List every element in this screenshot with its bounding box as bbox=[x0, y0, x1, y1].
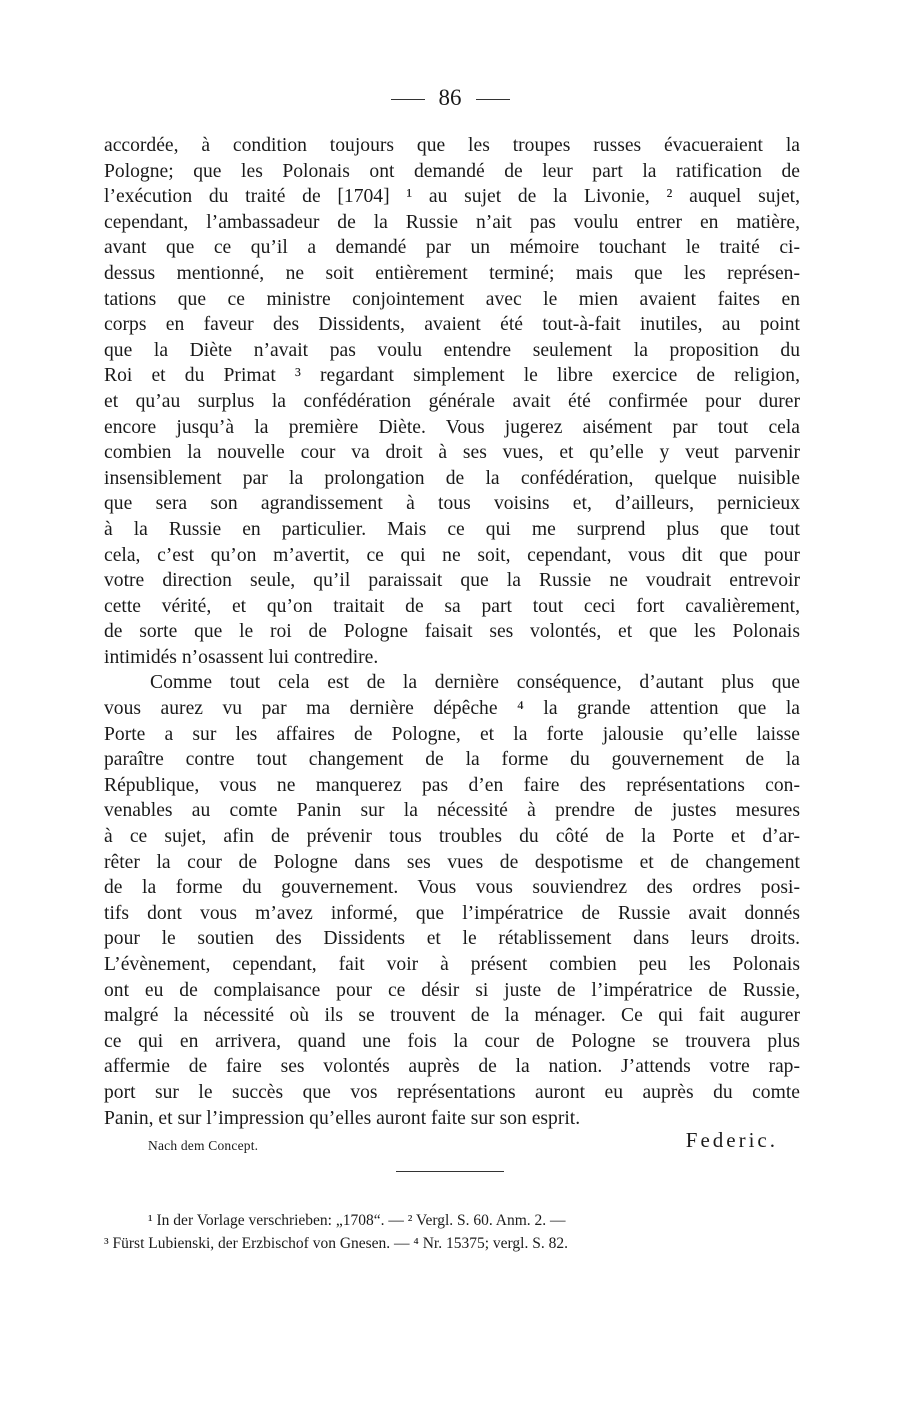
body-line: tations que ce ministre conjointement avec le mien avaient faites en bbox=[104, 288, 800, 310]
body-line: votre direction seule, qu’il paraissait que la Russie ne voudrait entrevoir bbox=[104, 570, 800, 592]
header-dash-left bbox=[391, 99, 425, 100]
body-line: paraître contre tout changement de la forme du gouvernement de la bbox=[104, 749, 800, 771]
body-line: Comme tout cela est de la dernière conséquence, d’autant plus que bbox=[150, 672, 800, 694]
body-line: port sur le succès que vos représentations auront eu auprès du comte bbox=[104, 1081, 800, 1103]
body-line: République, vous ne manquerez pas d’en faire des représentations con- bbox=[104, 774, 800, 796]
body-line: affermie de faire ses volontés auprès de la nation. J’attends votre rap- bbox=[104, 1056, 800, 1078]
signature: Federic. bbox=[685, 1128, 778, 1152]
body-line: Roi et du Primat ³ regardant simplement le libre exercice de religion, bbox=[104, 365, 800, 387]
body-line: corps en faveur des Dissidents, avaient été tout-à-fait inutiles, au point bbox=[104, 314, 800, 336]
body-line: que la Diète n’avait pas voulu entendre seulement la proposition du bbox=[104, 339, 800, 361]
body-line: de sorte que le roi de Pologne faisait ses volontés, et que les Polonais bbox=[104, 621, 800, 643]
body-line: insensiblement par la prolongation de la confédération, quelque nuisible bbox=[104, 467, 800, 489]
body-line: ont eu de complaisance pour ce désir si juste de l’impératrice de Russie, bbox=[104, 979, 800, 1001]
body-line: malgré la nécessité où ils se trouvent de la ménager. Ce qui fait augurer bbox=[104, 1005, 800, 1027]
body-line: avant que ce qu’il a demandé par un mémoire touchant le traité ci- bbox=[104, 237, 800, 259]
letter-body bbox=[104, 133, 800, 1131]
body-line: de la forme du gouvernement. Vous vous souviendrez des ordres posi- bbox=[104, 877, 800, 899]
body-line: et qu’au surplus la confédération générale avait été confirmée pour durer bbox=[104, 390, 800, 412]
body-line: cela, c’est qu’on m’avertit, ce qui ne soit, cependant, vous dit que pour bbox=[104, 544, 800, 566]
body-line: intimidés n’osassent lui contredire. bbox=[104, 646, 379, 668]
body-line: dessus mentionné, ne soit entièrement terminé; mais que les représen- bbox=[104, 262, 800, 284]
body-line: que sera son agrandissement à tous voisins et, d’ailleurs, pernicieux bbox=[104, 493, 800, 515]
footnote-line: ¹ In der Vorlage verschrieben: „1708“. — ² Vergl. S. 60. Anm. 2. — bbox=[148, 1212, 566, 1229]
body-line: pour le soutien des Dissidents et le rétablissement dans leurs droits. bbox=[104, 928, 800, 950]
body-line: à ce sujet, afin de prévenir tous troubles du côté de la Porte et d’ar- bbox=[104, 826, 800, 848]
body-line: Pologne; que les Polonais ont demandé de leur part la ratification de bbox=[104, 160, 800, 182]
body-line: tifs dont vous m’avez informé, que l’impératrice de Russie avait donnés bbox=[104, 902, 800, 924]
body-line: L’évènement, cependant, fait voir à présent combien peu les Polonais bbox=[104, 954, 800, 975]
body-line: ce qui en arrivera, quand une fois la cour de Pologne se trouvera plus bbox=[104, 1030, 800, 1052]
body-line: à la Russie en particulier. Mais ce qui me surprend plus que tout bbox=[104, 518, 800, 540]
page-number: 86 bbox=[438, 85, 462, 110]
body-line: accordée, à condition toujours que les troupes russes évacueraient la bbox=[104, 135, 800, 156]
footnote-divider bbox=[396, 1171, 504, 1172]
closing-block bbox=[104, 1128, 778, 1158]
body-line: rêter la cour de Pologne dans ses vues de despotisme et de changement bbox=[104, 851, 800, 873]
body-line: venables au comte Panin sur la nécessité à prendre de justes mesures bbox=[104, 800, 800, 822]
body-line: Porte a sur les affaires de Pologne, et la forte jalousie qu’elle laisse bbox=[104, 723, 800, 745]
body-line: cette vérité, et qu’on traitait de sa part tout ceci fort cavalièrement, bbox=[104, 595, 800, 617]
body-line: encore jusqu’à la première Diète. Vous jugerez aisément par tout cela bbox=[104, 416, 800, 438]
header-dash-right bbox=[476, 99, 510, 100]
body-line: Panin, et sur l’impression qu’elles auront faite sur son esprit. bbox=[104, 1107, 581, 1129]
source-note: Nach dem Concept. bbox=[148, 1138, 259, 1153]
body-line: vous aurez vu par ma dernière dépêche ⁴ la grande attention que la bbox=[104, 698, 800, 720]
footnotes bbox=[104, 1209, 800, 1255]
body-line: cependant, l’ambassadeur de la Russie n’ait pas voulu entrer en matière, bbox=[104, 211, 800, 233]
page-header bbox=[0, 84, 900, 112]
footnote-line: ³ Fürst Lubienski, der Erzbischof von Gnesen. — ⁴ Nr. 15375; vergl. S. 82. bbox=[104, 1235, 568, 1252]
body-line: combien la nouvelle cour va droit à ses vues, et qu’elle y veut parvenir bbox=[104, 442, 800, 464]
body-line: l’exécution du traité de [1704] ¹ au sujet de la Livonie, ² auquel sujet, bbox=[104, 186, 800, 208]
